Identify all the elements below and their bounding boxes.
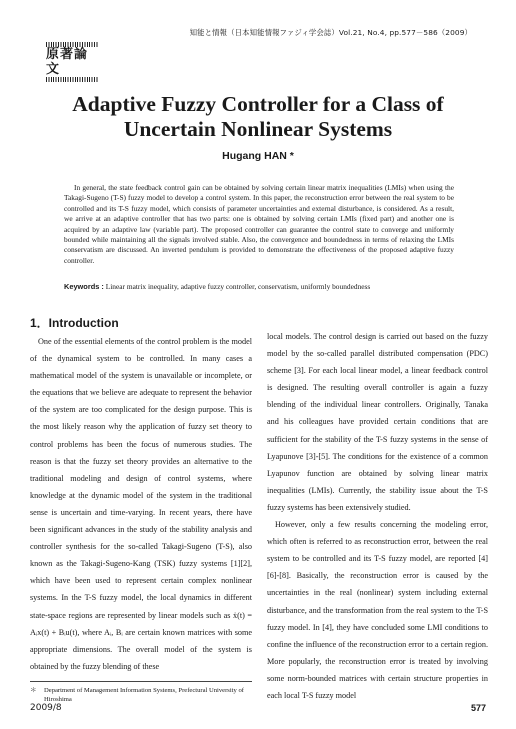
- body-right-column: [267, 328, 488, 704]
- keywords-label: Keywords :: [64, 282, 104, 291]
- body-left-column: One of the essential elements of the control problem is the model of the dynamical system to be controlled. In many cases a mathematical model of the system is unavailable or incomplete, or the equations that we believe are adequate to represent the behavior of the system are too complicated for the design purpose. This is the most likely reason why the application of fuzzy set theory to control problems has been the focus of numerous studies. The reason is that the fuzzy set theory provides an alternative to the traditional modeling and design of control systems, where knowledge at the dynamic model of the system in the traditional sense is uncertain and time-varying. In recent years, there have been significant advances in the study of the stability analysis and controller synthesis for the so-called Takagi-Sugeno (T-S), also known as the Takagi-Sugeno-Kang (TSK) fuzzy systems [1][2], which have been used to represent certain complex nonlinear systems. In the T-S fuzzy model, the local dynamics in different state-space regions are represented by linear models such as ẋ(t) = Aᵢx(t) + Bᵢu(t), where Aᵢ, Bᵢ are certain known matrices with some appropriate dimensions. The overall model of the system is obtained by the fuzzy blending of these: [30, 337, 252, 671]
- abstract: In general, the state feedback control gain can be obtained by solving certain linear matrix inequalities (LMIs) when using the Takagi-Sugeno (T-S) fuzzy model to develop a control system. In this paper, the reconstruction error between the real system to be controlled and its T-S fuzzy model, which consists of parameter uncertainties and external disturbance, is considered. As a result, we arrive at an adaptive controller that has two parts: one is obtained by solving certain LMIs (fixed part) and another one is acquired by an adaptive law (variable part). The proposed controller can guarantee the control state to converge and uniformly bounded while maintaining all the signals involved stable. Also, the convergence and boundedness in terms of relaxing the LMIs conservatism are discussed. An inverted pendulum is provided to demonstrate the effectiveness of the proposed adaptive fuzzy controller.: [64, 183, 454, 265]
- keywords-text: Linear matrix inequality, adaptive fuzzy controller, conservatism, uniformly boundedness: [105, 282, 371, 291]
- right-paragraph-2: However, only a few results concerning the modeling error, which often is referred to as reconstruction error, between the real system to be controlled and its T-S fuzzy model, are reported [4][6]-[8]. Basically, the reconstruction error is caused by the uncertainties in the real (nonlinear) system including external disturbance, and the transformation from the real system to the T-S fuzzy model. In [4], they have concluded some LMI conditions to confine the influence of the reconstruction error to a certain region. More popularly, the reconstruction error is treated by involving some norm-bounded matrices with certain structure properties in each local T-S fuzzy model: [267, 520, 488, 700]
- footnote: [30, 686, 252, 704]
- paper-title: Adaptive Fuzzy Controller for a Class of Uncertain Nonlinear Systems: [72, 92, 444, 141]
- right-paragraph-1: local models. The control design is carried out based on the fuzzy model by the so-called parallel distributed compensation (PDC) scheme [3]. For each local linear model, a linear feedback control is designed. The resulting overall controller is again a fuzzy blending of the individual linear controllers. Originally, Tanaka and his colleagues have provided certain conditions that are sufficient for the stability of the T-S fuzzy systems in the sense of Lyapunove [3]-[5]. The conditions for the existence of a common Lyapunov function are obtained by solving linear matrix inequalities (LMIs). Currently, the stability issue about the T-S fuzzy systems has been extensively studied.: [267, 332, 488, 512]
- badge-stripe-bottom: [46, 77, 98, 82]
- journal-header: 知能と情報（日本知能情報ファジィ学会誌）Vol.21, No.4, pp.577－586（2009）: [189, 28, 472, 37]
- footnote-rule: [30, 681, 252, 682]
- issue-date: 2009/8: [30, 703, 62, 713]
- page-number: 577: [470, 703, 486, 713]
- article-type-badge: [46, 42, 98, 82]
- section-heading: 1．Introduction: [30, 316, 119, 330]
- footnote-text: Department of Management Information Systems, Prefectural University of Hiroshima: [44, 687, 244, 703]
- footnote-mark: ＊: [30, 687, 37, 694]
- badge-label: 原著論文: [46, 47, 89, 77]
- keywords: [64, 282, 454, 291]
- author: Hugang HAN *: [222, 150, 294, 162]
